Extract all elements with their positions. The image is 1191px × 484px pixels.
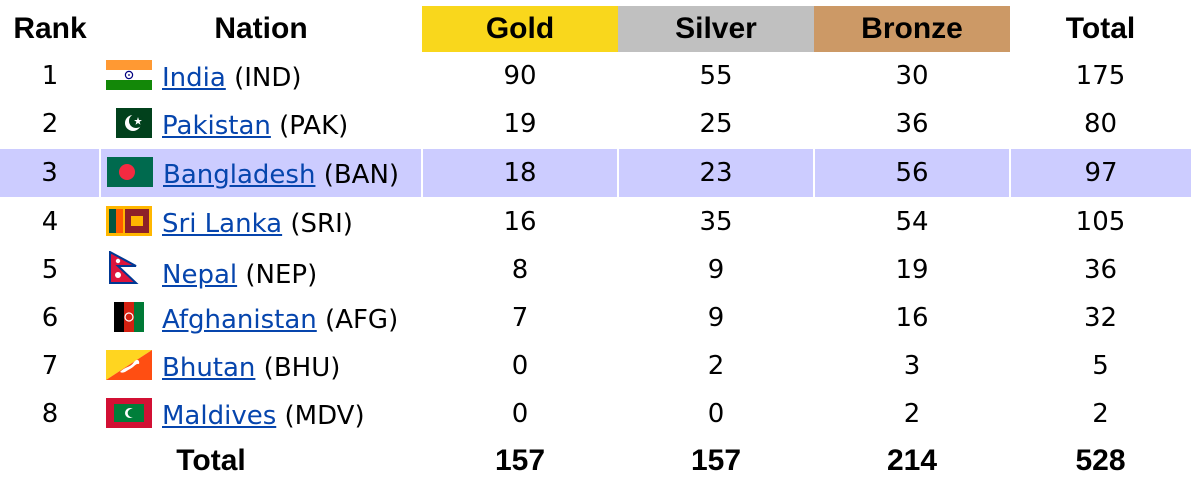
country-code: (NEP) <box>245 259 318 290</box>
silver-cell: 23 <box>618 149 814 198</box>
bronze-cell: 2 <box>903 399 921 429</box>
bronze-header[interactable]: Bronze <box>814 6 1010 52</box>
gold-header[interactable]: Gold <box>422 6 618 52</box>
nation-cell <box>100 198 422 247</box>
nation-link[interactable]: Pakistan <box>162 110 271 141</box>
country-code: (PAK) <box>279 110 349 141</box>
country-code: (BHU) <box>263 352 341 383</box>
total-cell: 175 <box>1075 61 1126 91</box>
country-code: (MDV) <box>284 400 365 431</box>
nation-link[interactable]: India <box>162 62 226 93</box>
bronze-cell: 16 <box>895 303 929 333</box>
bronze-cell: 54 <box>895 207 929 237</box>
gold-cell: 16 <box>503 207 537 237</box>
rank-cell: 6 <box>41 303 59 333</box>
country-code: (SRI) <box>290 208 353 239</box>
silver-cell: 25 <box>699 109 733 139</box>
rank-cell: 8 <box>41 399 59 429</box>
country-code: (IND) <box>234 62 302 93</box>
afghanistan-flag-icon[interactable] <box>106 302 152 332</box>
grand-total: 528 <box>1075 444 1126 477</box>
silver-total: 157 <box>690 444 742 477</box>
table-row <box>0 246 1191 294</box>
total-cell: 105 <box>1075 207 1126 237</box>
nation-link[interactable]: Sri Lanka <box>162 208 283 239</box>
table-row-highlighted <box>0 149 1191 198</box>
nation-cell <box>100 390 422 438</box>
silver-cell: 2 <box>707 351 725 381</box>
bangladesh-flag-icon[interactable] <box>107 157 153 187</box>
country-code: (AFG) <box>325 304 399 335</box>
total-cell: 36 <box>1083 255 1118 285</box>
nation-header[interactable]: Nation <box>214 12 308 45</box>
rank-cell: 1 <box>41 61 59 91</box>
totals-label: Total <box>176 444 246 477</box>
table-row <box>0 198 1191 247</box>
table-row <box>0 52 1191 100</box>
nation-cell <box>100 100 422 149</box>
silver-header[interactable]: Silver <box>618 6 814 52</box>
nation-link[interactable]: Bhutan <box>162 352 256 383</box>
nation-link[interactable]: Nepal <box>162 259 238 290</box>
nation-cell <box>100 246 422 294</box>
maldives-flag-icon[interactable] <box>106 398 152 428</box>
silver-cell: 0 <box>707 399 725 429</box>
gold-cell: 19 <box>503 109 537 139</box>
gold-cell: 18 <box>422 149 618 198</box>
bronze-cell: 30 <box>895 61 929 91</box>
country-code: (BAN) <box>323 159 400 190</box>
bronze-cell: 56 <box>814 149 1010 198</box>
table-row <box>0 342 1191 390</box>
total-cell: 80 <box>1083 109 1118 139</box>
gold-total: 157 <box>494 444 546 477</box>
nation-cell <box>100 294 422 342</box>
nation-cell <box>100 52 422 100</box>
nation-link[interactable]: Bangladesh <box>163 159 316 190</box>
bronze-cell: 19 <box>895 255 929 285</box>
bronze-total: 214 <box>886 444 938 477</box>
rank-cell: 5 <box>41 255 59 285</box>
rank-cell: 4 <box>41 207 59 237</box>
silver-cell: 55 <box>699 61 733 91</box>
rank-cell: 7 <box>41 351 59 381</box>
gold-cell: 8 <box>511 255 529 285</box>
gold-cell: 7 <box>511 303 529 333</box>
nation-cell <box>100 342 422 390</box>
header-row <box>0 6 1191 52</box>
bronze-cell: 3 <box>903 351 921 381</box>
medal-table <box>0 6 1191 484</box>
nepal-flag-icon[interactable] <box>106 251 152 285</box>
rank-cell: 3 <box>0 149 100 198</box>
table-row <box>0 390 1191 438</box>
total-cell: 5 <box>1092 351 1109 381</box>
bronze-cell: 36 <box>895 109 929 139</box>
total-cell: 32 <box>1083 303 1118 333</box>
nation-link[interactable]: Maldives <box>162 400 277 431</box>
gold-cell: 0 <box>511 399 529 429</box>
totals-row <box>0 438 1191 484</box>
nation-cell <box>100 149 422 198</box>
rank-header[interactable]: Rank <box>13 12 87 45</box>
total-cell: 97 <box>1010 149 1191 198</box>
gold-cell: 0 <box>511 351 529 381</box>
rank-cell: 2 <box>41 109 59 139</box>
total-cell: 2 <box>1092 399 1109 429</box>
gold-cell: 90 <box>503 61 537 91</box>
india-flag-icon[interactable] <box>106 60 152 90</box>
total-header[interactable]: Total <box>1065 12 1136 45</box>
nation-link[interactable]: Afghanistan <box>162 304 317 335</box>
silver-cell: 9 <box>707 255 725 285</box>
table-row <box>0 294 1191 342</box>
pakistan-flag-icon[interactable] <box>106 108 152 138</box>
bhutan-flag-icon[interactable] <box>106 350 152 380</box>
silver-cell: 9 <box>707 303 725 333</box>
sri-lanka-flag-icon[interactable] <box>106 206 152 236</box>
silver-cell: 35 <box>699 207 733 237</box>
table-row <box>0 100 1191 149</box>
